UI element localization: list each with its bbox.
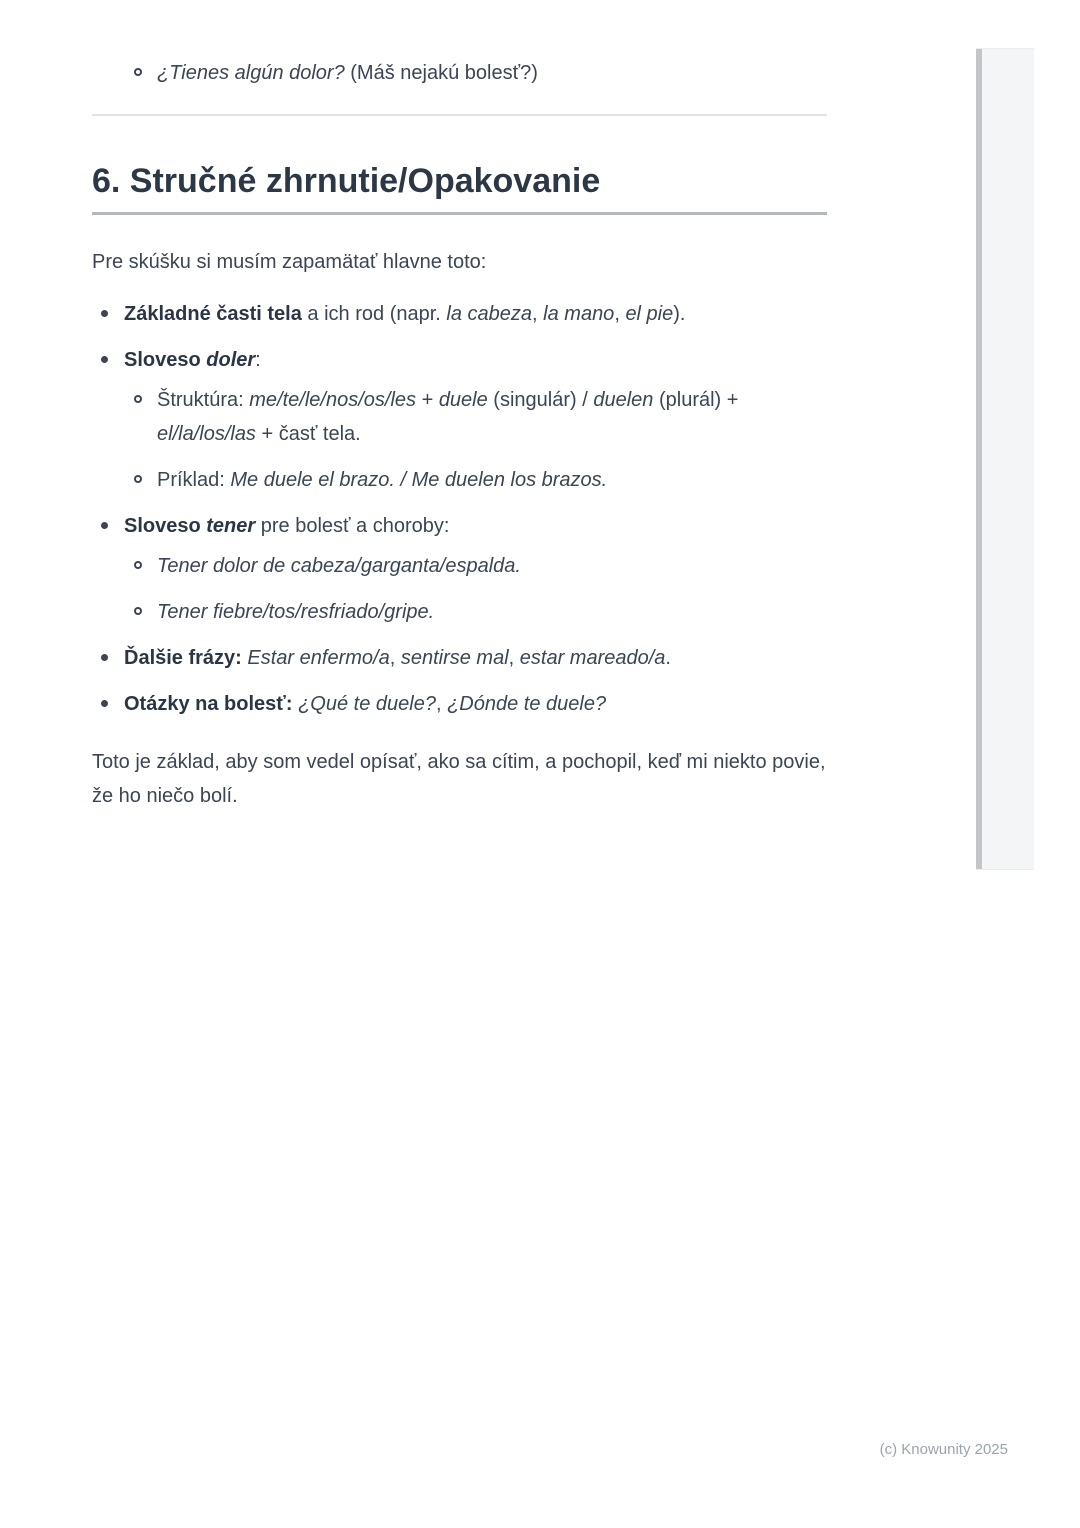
list-item: [92, 343, 827, 497]
text-run: (plurál) +: [653, 389, 739, 411]
text-run: el/la/los/las: [157, 423, 256, 445]
circle-bullet-icon: [134, 475, 142, 483]
scrollbar-track[interactable]: [976, 48, 1034, 870]
bullet-icon: [101, 522, 108, 529]
text-run: ,: [532, 303, 544, 325]
sub-list-item: [124, 549, 827, 583]
text-run: pre bolesť a choroby:: [255, 515, 450, 537]
text-run: Základné časti tela: [124, 303, 302, 325]
scrollbar-thumb[interactable]: [976, 49, 982, 869]
text-run: estar mareado/a: [519, 647, 666, 669]
list-item: [92, 641, 827, 675]
text-run: el pie: [625, 303, 674, 325]
text-run: Tener fiebre/tos/resfriado/gripe.: [157, 601, 435, 623]
text-run: + časť tela.: [255, 423, 361, 445]
text-run: ,: [614, 303, 626, 325]
text-run: Tener dolor de cabeza/garganta/espalda.: [157, 555, 521, 577]
circle-bullet-icon: [134, 607, 142, 615]
text-run: a ich rod (napr.: [301, 303, 447, 325]
bullet-icon: [101, 654, 108, 661]
circle-bullet-icon: [134, 68, 142, 76]
sub-list-item: [92, 58, 827, 88]
copyright-footer: (c) Knowunity 2025: [879, 1441, 1008, 1458]
text-run: sentirse mal: [400, 647, 509, 669]
text-run: Me duele el brazo. / Me duelen los brazos.: [230, 469, 608, 491]
section-divider: [92, 114, 827, 116]
text-run: Príklad:: [157, 469, 231, 491]
section-heading: 6. Stručné zhrnutie/Opakovanie: [92, 160, 827, 215]
page-content: [92, 58, 827, 813]
text-run: +: [416, 389, 439, 411]
text-run: ¿Dónde te duele?: [447, 693, 607, 715]
text-run: doler: [206, 349, 256, 371]
bullet-icon: [101, 310, 108, 317]
bullet-icon: [101, 356, 108, 363]
text-run: Sloveso: [124, 515, 207, 537]
list-item: [92, 297, 827, 331]
text-run: ,: [508, 647, 520, 669]
sub-bullet-list: [124, 549, 827, 629]
sub-list-item: [124, 463, 827, 497]
top-sub-bullet-list: [92, 58, 827, 88]
text-run: ,: [389, 647, 401, 669]
sub-list-item: [124, 595, 827, 629]
text-run: (Máš nejakú bolesť?): [344, 62, 538, 84]
text-run: Estar enfermo/a: [247, 647, 390, 669]
bullet-icon: [101, 700, 108, 707]
text-run: Štruktúra:: [157, 389, 250, 411]
list-item: [92, 509, 827, 629]
text-run: Sloveso: [124, 349, 207, 371]
intro-paragraph: Pre skúšku si musím zapamätať hlavne toto:: [92, 251, 487, 273]
text-run: (singulár) /: [487, 389, 594, 411]
text-run: la mano: [543, 303, 615, 325]
text-run: ,: [435, 693, 448, 715]
circle-bullet-icon: [134, 561, 142, 569]
text-run: .: [665, 647, 671, 669]
text-run: duelen: [593, 389, 654, 411]
text-run: tener: [206, 515, 256, 537]
text-run: ¿Qué te duele?: [298, 693, 436, 715]
text-run: ).: [673, 303, 686, 325]
list-item: [92, 687, 827, 721]
text-run: Ďalšie frázy:: [124, 647, 242, 669]
sub-list-item: [124, 383, 827, 451]
text-run: duele: [438, 389, 488, 411]
text-run: me/te/le/nos/os/les: [249, 389, 417, 411]
text-run: la cabeza: [446, 303, 533, 325]
text-run: :: [255, 349, 261, 371]
sub-bullet-list: [124, 383, 827, 497]
text-run: Otázky na bolesť:: [124, 693, 293, 715]
circle-bullet-icon: [134, 395, 142, 403]
summary-bullet-list: [92, 297, 827, 721]
text-run: ¿Tienes algún dolor?: [157, 62, 345, 84]
closing-paragraph: Toto je základ, aby som vedel opísať, ako sa cítim, a pochopil, keď mi niekto povie, že ho niečo bolí.: [92, 751, 826, 807]
